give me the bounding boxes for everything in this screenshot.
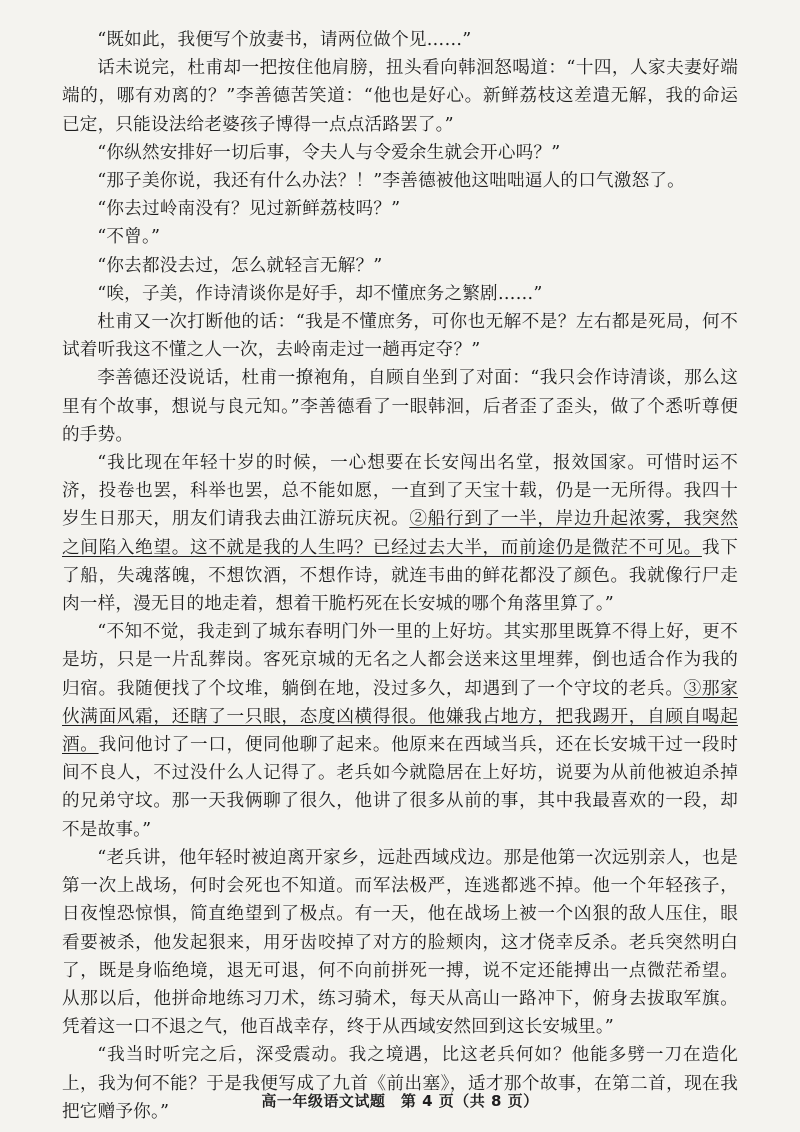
paragraph-11-lead: “我比现在年轻十岁的时候，一心想要在长安闯出名堂，报效国家。可惜时运不济，投卷也罢，科举也罢，总不能如愿，一直到了天宝十载，仍是一无所得。我四十岁生日那天，朋友们请我去曲江游玩庆祝。: [62, 453, 738, 530]
paragraph-1: “既如此，我便写个放妻书，请两位做个见……”: [97, 30, 472, 50]
paragraph-11: [62, 449, 738, 618]
underlined-sentence-2: ②船行到了一半，岸边升起浓雾，我突然之间陷入绝望。这不就是我的人生吗？已经过去大半，而前途仍是微茫不可见。: [62, 509, 738, 558]
paragraph-13: “老兵讲，他年轻时被迫离开家乡，远赴西域戍边。那是他第一次远别亲人，也是第一次上战场，何时会死也不知道。而军法极严，连逃都逃不掉。他一个年轻孩子，日夜惶恐惊惧，简直绝望到了极点。有一天，他在战场上被一个凶狠的敌人压住，眼看要被杀，他发起狠来，用牙齿咬掉了对方的脸颊肉，这才侥幸反杀。老兵突然明白了，既是身临绝境，退无可退，何不向前拼死一搏，说不定还能搏出一点微茫希望。从那以后，他拼命地练习刀术，练习骑术，每天从高山一路冲下，俯身去拔取军旗。凭着这一口不退之气，他百战幸存，终于从西域安然回到这长安城里。”: [62, 847, 738, 1038]
paragraph-3: “你纵然安排好一切后事，令夫人与令爱余生就会开心吗？”: [97, 142, 561, 163]
paragraph-7: “你去都没去过，怎么就轻言无解？”: [97, 255, 383, 276]
page-footer: 高一年级语文试题 第 4 页（共 8 页）: [261, 1092, 539, 1110]
paragraph-2: 话未说完，杜甫却一把按住他肩膀，扭头看向韩洄怒喝道：“十四，人家夫妻好端端的，哪有劝离的？”李善德苦笑道：“他也是好心。新鲜荔枝这差遣无解，我的命运已定，只能设法给老婆孩子博得一点点活路罢了。”: [62, 58, 738, 135]
paragraph-12-lead: “不知不觉，我走到了城东春明门外一里的上好坊。其实那里既算不得上好，更不是坊，只是一片乱葬岗。客死京城的无名之人都会送来这里埋葬，倒也适合作为我的归宿。我随便找了个坟堆，躺倒在地，没过多久，却遇到了一个守坟的老兵。: [62, 622, 738, 699]
paragraph-10: 李善德还没说话，杜甫一撩袍角，自顾自坐到了对面：“我只会作诗清谈，那么这里有个故事，想说与良元知。”李善德看了一眼韩洄，后者歪了歪头，做了个悉听尊便的手势。: [62, 368, 738, 445]
paragraph-12-tail: 我问他讨了一口，便同他聊了起来。他原来在西域当兵，还在长安城干过一段时间不良人，不过没什么人记得了。老兵如今就隐居在上好坊，说要为从前他被迫杀掉的兄弟守坟。那一天我俩聊了很久，他讲了很多从前的事，其中我最喜欢的一段，却不是故事。”: [62, 735, 738, 840]
paragraph-6: “不曾。”: [97, 227, 161, 248]
paragraph-9: 杜甫又一次打断他的话：“我是不懂庶务，可你也无解不是？左右都是死局，何不试着听我这不懂之人一次，去岭南走过一趟再定夺？”: [62, 312, 738, 361]
paragraph-5: “你去过岭南没有？见过新鲜荔枝吗？”: [97, 199, 401, 220]
paragraph-12: [62, 618, 738, 844]
paragraph-4: “那子美你说，我还有什么办法？！”李善德被他这咄咄逼人的口气激怒了。: [97, 171, 685, 192]
paragraph-8: “唉，子美，作诗清谈你是好手，却不懂庶务之繁剧……”: [97, 283, 543, 304]
paragraph-14: “我当时听完之后，深受震动。我之境遇，比这老兵何如？他能多劈一刀在造化上，我为何不能？于是我便写成了九首《前出塞》，适才那个故事，在第二首，现在我把它赠予你。”: [62, 1045, 738, 1122]
paragraph-11-tail: 我下了船，失魂落魄，不想饮酒，不想作诗，就连韦曲的鲜花都没了颜色。我就像行尸走肉一样，漫无目的地走着，想着干脆朽死在长安城的哪个角落里算了。”: [62, 537, 738, 615]
underlined-sentence-3: ③那家伙满面风霜，还瞎了一只眼，态度凶横得很。他嫌我占地方，把我踢开，自顾自喝起酒。: [62, 678, 738, 756]
